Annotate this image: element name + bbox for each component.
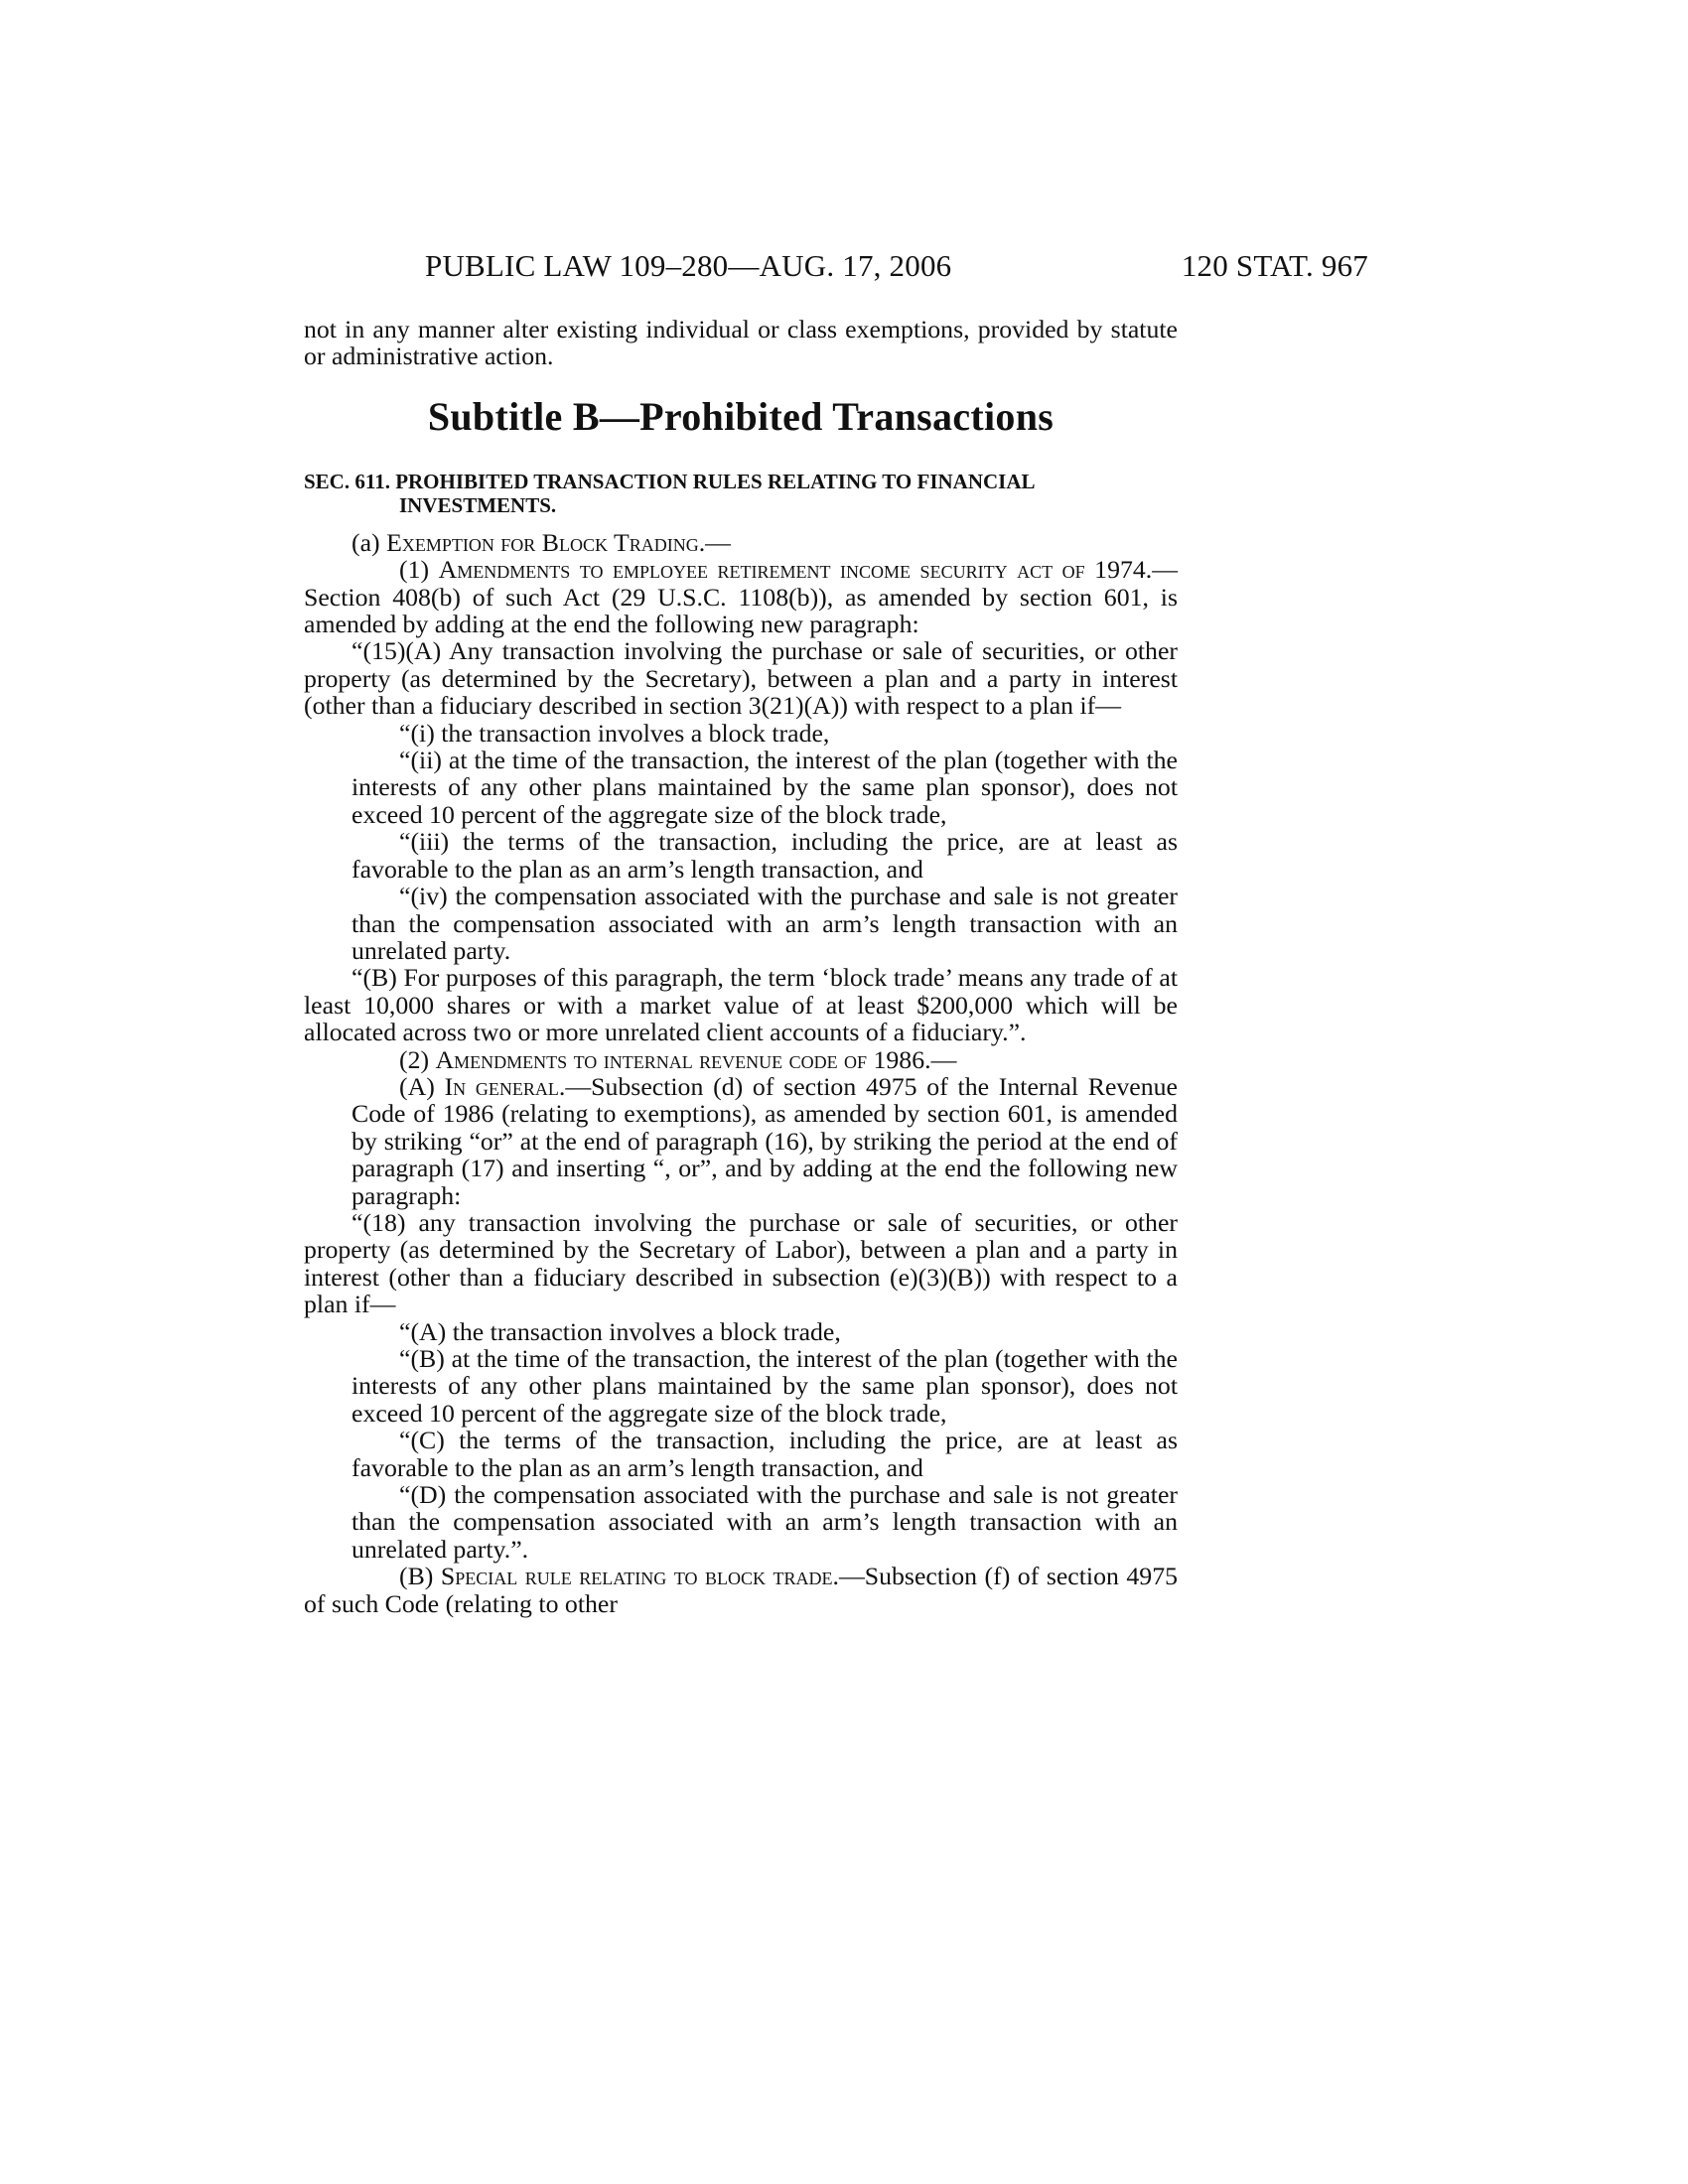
clause-18-b: “(B) at the time of the transaction, the interest of the plan (together with the interests of any other plans maintained by the same plan sponsor), does not exceed 10 percent of the aggregate size of the block trade, [352,1344,1178,1428]
header-page-number: 120 STAT. 967 [1181,248,1368,283]
paragraph-2a-label: (A) [399,1071,445,1101]
clause-15-iii: “(iii) the terms of the transaction, including the price, are at least as favorable to the plan as an arm’s length transaction, and [352,827,1178,884]
clause-15-i: “(i) the transaction involves a block trade, [399,718,830,748]
clause-15-iv: “(iv) the compensation associated with the purchase and sale is not greater than the compensation associated with an arm’s length transaction with an unrelated party. [352,882,1178,965]
running-header [425,248,1368,288]
paragraph-1-heading: Amendments to employee retirement income security act of 1974. [438,555,1153,585]
subsection-a-heading: Exemption for Block Trading. [386,527,706,557]
paragraph-2b-text: —Subsection (f) of section 4975 of such Code (relating to other [304,1562,1179,1618]
clause-18-c: “(C) the terms of the transaction, including the price, are at least as favorable to the plan as an arm’s length transaction, and [352,1426,1178,1482]
paragraph-2a-text: —Subsection (d) of section 4975 of the Internal Revenue Code of 1986 (relating to exemptions), as amended by section 601, is amended by striking “or” at the end of paragraph (16), by striking the period at the end of paragraph (17) and inserting “, or”, and by adding at the end the following new paragraph: [352,1071,1178,1210]
paragraph-2 [304,1046,1178,1073]
clause-15-ii: “(ii) at the time of the transaction, the interest of the plan (together with the interests of any other plans maintained by the same plan sponsor), does not exceed 10 percent of the aggregate size of the block trade, [352,746,1178,829]
paragraph-15b: “(B) For purposes of this paragraph, the term ‘block trade’ means any trade of at least 10,000 shares or with a market value of at least $200,000 which will be allocated across two or more unrelated client accounts of a fiduciary.”. [304,963,1178,1047]
paragraph-2a-heading: In general. [444,1071,566,1101]
paragraph-2b-heading: Special rule relating to block trade. [440,1562,839,1591]
clause-18-d: “(D) the compensation associated with the purchase and sale is not greater than the compensation associated with an arm’s length transaction with an unrelated party.”. [352,1480,1178,1564]
paragraph-2b-label: (B) [399,1562,441,1591]
paragraph-15a: “(15)(A) Any transaction involving the purchase or sale of securities, or other property (as determined by the Secretary), between a plan and a party in interest (other than a fiduciary described in section 3(21)(A)) with respect to a plan if— [304,636,1178,721]
paragraph-1-label: (1) [399,555,439,585]
subtitle-heading: Subtitle B—Prohibited Transactions [427,393,1055,439]
section-heading: SEC. 611. PROHIBITED TRANSACTION RULES RELATING TO FINANCIAL INVESTMENTS. [304,469,1035,517]
paragraph-2b [304,1563,1178,1617]
clause-18-a: “(A) the transaction involves a block trade, [399,1316,841,1346]
paragraph-18: “(18) any transaction involving the purchase or sale of securities, or other property (as determined by the Secretary of Labor), between a plan and a party in interest (other than a fiduciary described in subsection (e)(3)(B)) with respect to a plan if— [304,1207,1178,1319]
subsection-a-label: (a) [352,527,387,557]
subsection-a [304,529,1178,556]
paragraph-1 [304,556,1178,637]
subsection-a-dash: — [705,527,731,557]
continuation-text: not in any manner alter existing individual or class exemptions, provided by statute or administrative action. [304,315,1178,371]
paragraph-2a [304,1073,1178,1209]
paragraph-2-label: (2) [399,1044,436,1074]
document-body [304,316,1178,1617]
paragraph-2-heading: Amendments to internal revenue code of 1986. [435,1044,931,1074]
paragraph-1-text: —Section 408(b) of such Act (29 U.S.C. 1108(b)), as amended by section 601, is amended by adding at the end the following new paragraph: [304,555,1179,639]
header-law-citation: PUBLIC LAW 109–280—AUG. 17, 2006 [425,248,952,283]
paragraph-2-dash: — [930,1044,957,1074]
